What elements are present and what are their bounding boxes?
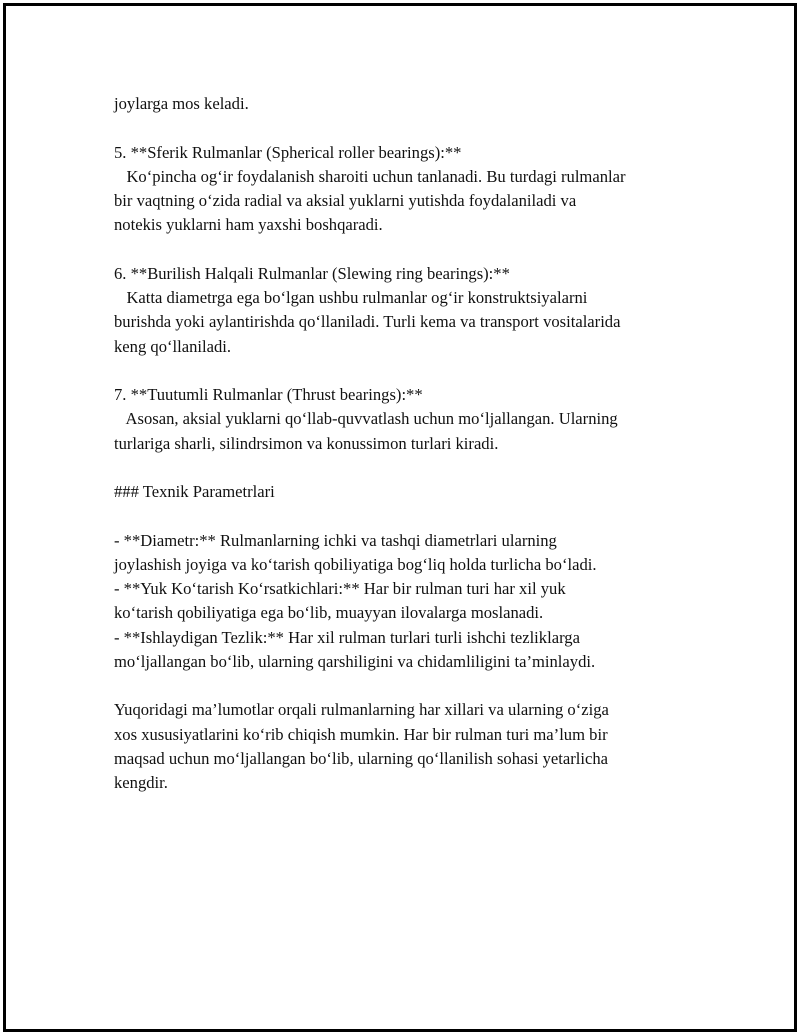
text-line: ko‘tarish qobiliyatiga ega bo‘lib, muayyan ilovalarga moslanadi. bbox=[114, 603, 544, 623]
text-line: Yuqoridagi ma’lumotlar orqali rulmanlarning har xillari va ularning o‘ziga bbox=[114, 700, 609, 720]
blank-line bbox=[114, 456, 714, 480]
text-line: 7. **Tuutumli Rulmanlar (Thrust bearings):** bbox=[114, 385, 423, 404]
blank-line bbox=[114, 116, 714, 140]
text-line: notekis yuklarni ham yaxshi boshqaradi. bbox=[114, 215, 383, 235]
text-line: xos xususiyatlarini ko‘rib chiqish mumkin. Har bir rulman turi ma’lum bir bbox=[114, 724, 608, 744]
text-line: 6. **Burilish Halqali Rulmanlar (Slewing ring bearings):** bbox=[114, 263, 510, 283]
text-line: burishda yoki aylantirishda qo‘llaniladi. Turli kema va transport vositalarida bbox=[114, 312, 621, 332]
text-line: kengdir. bbox=[114, 773, 168, 792]
text-line: bir vaqtning o‘zida radial va aksial yuklarni yutishda foydalaniladi va bbox=[114, 191, 577, 210]
text-line: - **Ishlaydigan Tezlik:** Har xil rulman turlari turli ishchi tezliklarga bbox=[114, 627, 580, 647]
text-line: joylarga mos keladi. bbox=[114, 94, 249, 113]
text-line: 5. **Sferik Rulmanlar (Spherical roller bearings):** bbox=[114, 142, 462, 162]
text-line: mo‘ljallangan bo‘lib, ularning qarshiligini va chidamliligini ta’minlaydi. bbox=[114, 651, 596, 671]
text-line: - **Yuk Ko‘tarish Ko‘rsatkichlari:** Har bir rulman turi har xil yuk bbox=[114, 579, 566, 598]
text-line: Ko‘pincha og‘ir foydalanish sharoiti uchun tanlanadi. Bu turdagi rulmanlar bbox=[114, 166, 626, 186]
text-line: - **Diametr:** Rulmanlarning ichki va tashqi diametrlari ularning bbox=[114, 530, 557, 550]
text-line: maqsad uchun mo‘ljallangan bo‘lib, ularning qo‘llanilish sohasi yetarlicha bbox=[114, 748, 609, 768]
text-line: Asosan, aksial yuklarni qo‘llab-quvvatlash uchun mo‘ljallangan. Ularning bbox=[114, 409, 618, 429]
document-body bbox=[114, 92, 714, 795]
text-line: turlariga sharli, silindrsimon va konussimon turlari kiradi. bbox=[114, 433, 499, 453]
blank-line bbox=[114, 504, 714, 528]
blank-line bbox=[114, 238, 714, 262]
section-heading: ### Texnik Parametrlari bbox=[114, 482, 275, 501]
blank-line bbox=[114, 359, 714, 383]
text-line: Katta diametrga ega bo‘lgan ushbu rulmanlar og‘ir konstruktsiyalarni bbox=[114, 288, 588, 307]
text-line: keng qo‘llaniladi. bbox=[114, 336, 232, 356]
text-line: joylashish joyiga va ko‘tarish qobiliyatiga bog‘liq holda turlicha bo‘ladi. bbox=[114, 554, 597, 574]
blank-line bbox=[114, 674, 714, 698]
